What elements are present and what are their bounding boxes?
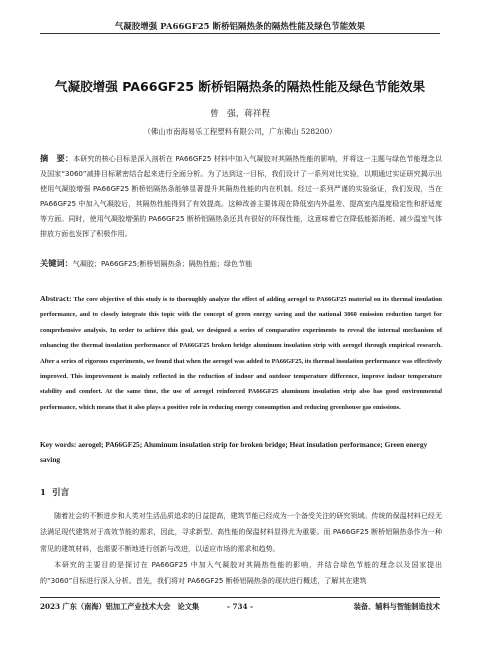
- affiliation: （佛山市南海易乐工程塑料有限公司，广东佛山 528200）: [143, 127, 337, 136]
- header-rule: [40, 33, 440, 34]
- page-number: - 734 -: [227, 602, 253, 611]
- section-heading: [40, 486, 442, 498]
- keywords-cn-text: 气凝胶；PA66GF25;断桥铝隔热条；隔热性能；绿色节能: [72, 259, 253, 268]
- footer-rule: [40, 597, 440, 598]
- authors: 曾 强，蒋祥程: [209, 109, 271, 119]
- footer-section: 装备、辅料与智能制造技术: [353, 602, 440, 611]
- abstract-en: [40, 291, 442, 415]
- body-paragraph: 随着社会的不断进步和人类对生活品质追求的日益提高，建筑节能已经成为一个备受关注的研究领域。传统的保温材料已经无法满足现代建筑对于高效节能的需求，因此，寻求新型、高性能的保温材料显得尤为重要。而 PA66GF25 断桥铝隔热条作为一种常见的建筑材料，也需要不断地进行创新与改进，以适应市场的需求和趋势。: [40, 511, 442, 553]
- paper-title: 气凝胶增强 PA66GF25 断桥铝隔热条的隔热性能及绿色节能效果: [54, 79, 426, 94]
- section-title: 引言: [51, 488, 70, 498]
- keywords-en-label: Key words:: [40, 440, 77, 449]
- footer-proceedings: 2023 广东（南海）铝加工产业技术大会 论文集: [40, 602, 200, 611]
- abstract-cn-label: 摘 要：: [40, 153, 74, 163]
- keywords-cn: [40, 256, 442, 271]
- section-number: 1: [40, 488, 46, 498]
- keywords-en: [40, 437, 442, 467]
- abstract-en-label: Abstract:: [40, 294, 72, 303]
- abstract-cn: [40, 151, 442, 242]
- running-head: 气凝胶增强 PA66GF25 断桥铝隔热条的隔热性能及绿色节能效果: [114, 21, 366, 31]
- keywords-en-text: aerogel; PA66GF25; Aluminum insulation strip for broken bridge; Heat insulation performance; Green energy saving: [40, 440, 428, 465]
- body-paragraph: 本研究的主要目的是探讨在 PA66GF25 中加入气凝胶对其隔热性能的影响，并结合绿色节能的理念以及国家提出的“3060”目标进行深入分析。首先，我们将对 PA66GF25 断桥铝隔热条的现状进行概述，了解其在建筑: [40, 559, 442, 586]
- abstract-cn-text: 本研究的核心目标是深入剖析在 PA66GF25 材料中加入气凝胶对其隔热性能的影响，并将这一主题与绿色节能理念以及国家“3060”减排目标紧密结合起来进行全面分析。为了达到这一目标，我们设计了一系列对比实验，以期通过实证研究揭示出使用气凝胶增强 PA66GF25 断桥铝隔热条能够显著提升其隔热性能的内在机制。经过一系列严谨的实验验证，我们发现，当在 PA66GF25 中加入气凝胶后，其隔热性能得到了有效提高。这种改善主要体现在降低室内外温差、提高室内温度稳定性和舒适度等方面。同时，使用气凝胶增强的 PA66GF25 断桥铝隔热条还具有很好的环保性能，这意味着它在降低能源消耗、减少温室气体排放方面也发挥了积极作用。: [40, 154, 442, 239]
- keywords-cn-label: 关键词：: [40, 258, 73, 268]
- abstract-en-text: The core objective of this study is to thoroughly analyze the effect of adding aerogel to PA66GF25 material on its thermal insulation performance, and to closely integrate this topic with the concept of green energy saving and the national 3060 emission reduction target for comprehensive analysis. In order to achieve this goal, we designed a series of comparative experiments to reveal the internal mechanism of enhancing the thermal insulation performance of PA66GF25 broken bridge aluminum insulation strip with aerogel through empirical research. After a series of rigorous experiments, we found that when the aerogel was added to PA66GF25, its thermal insulation performance was effectively improved. This improvement is mainly reflected in the reduction of indoor and outdoor temperature difference, improve indoor temperature stability and comfort. At the same time, the use of aerogel reinforced PA66GF25 aluminum insulation strip also has good environmental performance, which means that it also plays a positive role in reducing energy consumption and reducing greenhouse gas emissions.: [40, 296, 442, 411]
- section-body: [40, 508, 442, 589]
